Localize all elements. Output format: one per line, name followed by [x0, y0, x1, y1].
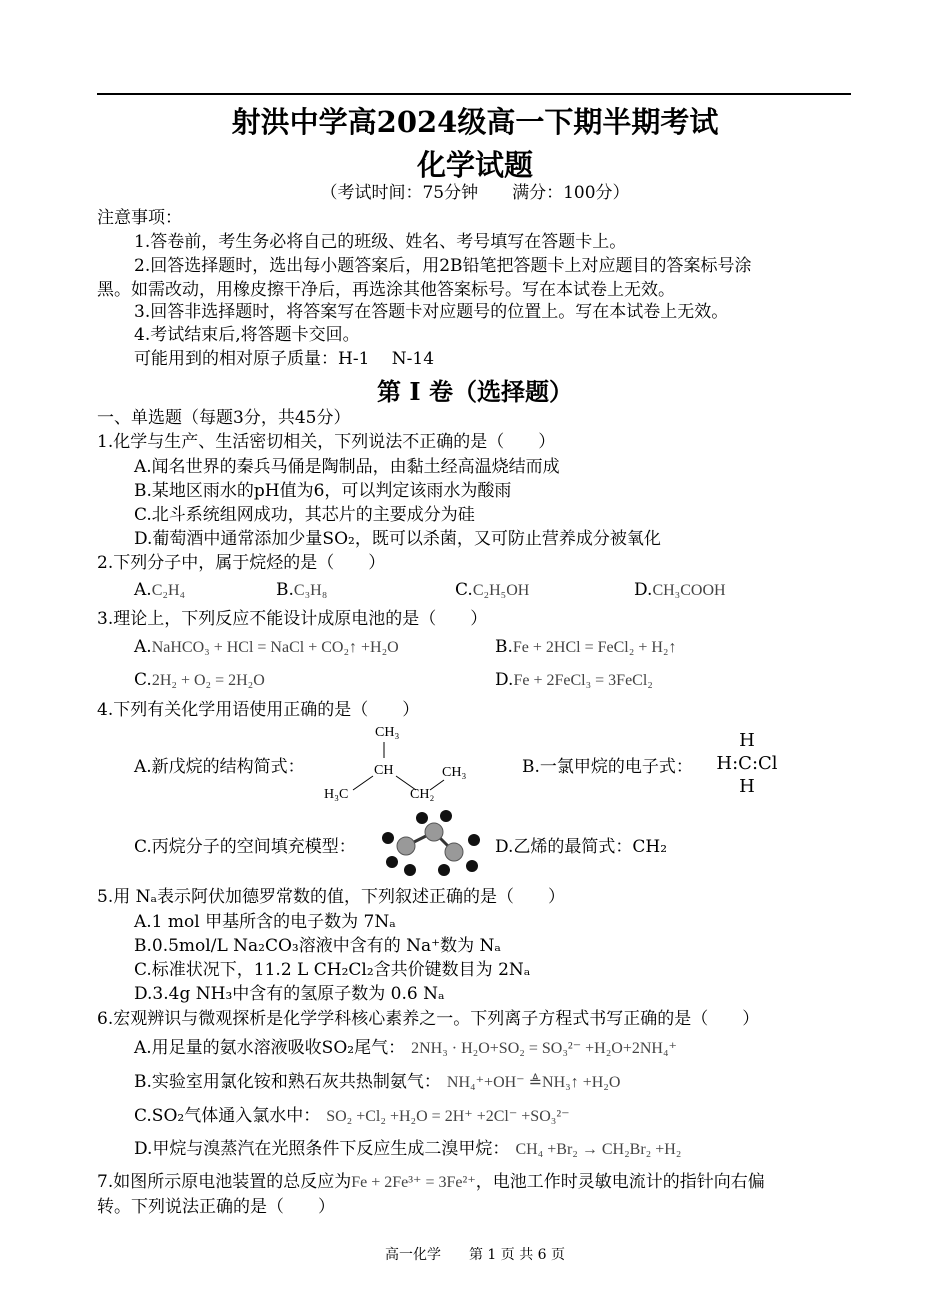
question-5-option-b: B.0.5mol/L Na₂CO₃溶液中含有的 Na⁺数为 Nₐ — [134, 936, 501, 956]
note-item: 3.回答非选择题时，将答案写在答题卡对应题号的位置上。写在本试卷上无效。 — [134, 302, 729, 322]
lewis-line: H — [739, 776, 755, 797]
exam-info: （考试时间：75分钟 满分：100分） — [320, 183, 630, 203]
question-6-option-b: B.实验室用氯化铵和熟石灰共热制氨气： NH₄⁺+OH⁻ ≜NH₃↑ +H₂O — [134, 1072, 621, 1092]
struct-label: H₃C — [324, 787, 349, 802]
question-4-option-a: A.新戊烷的结构简式： — [134, 757, 305, 777]
carbon-atom — [397, 837, 415, 855]
question-4-option-c: C.丙烷分子的空间填充模型： — [134, 837, 356, 857]
question-1-option-d: D.葡萄酒中通常添加少量SO₂，既可以杀菌，又可防止营养成分被氧化 — [134, 529, 661, 549]
struct-label: CH₃ — [375, 725, 400, 740]
hydrogen-atom — [404, 864, 416, 876]
hydrogen-atom — [440, 810, 452, 822]
section-title: 第 I 卷（选择题） — [377, 377, 573, 406]
question-3-stem: 3.理论上，下列反应不能设计成原电池的是（ ） — [97, 609, 488, 629]
question-2-option-c: C.C₂H₅OH — [455, 580, 530, 600]
struct-label: CH₂ — [410, 787, 435, 802]
lewis-line: H — [739, 730, 755, 751]
note-item: 2.回答选择题时，选出每小题答案后，用2B铅笔把答题卡上对应题目的答案标号涂 — [134, 256, 752, 276]
question-1-option-c: C.北斗系统组网成功，其芯片的主要成分为硅 — [134, 505, 475, 525]
carbon-atom — [425, 823, 443, 841]
part-heading: 一、单选题（每题3分，共45分） — [97, 408, 351, 428]
question-1-stem: 1.化学与生产、生活密切相关，下列说法不正确的是（ ） — [97, 432, 556, 452]
atomic-mass-note: 可能用到的相对原子质量：H-1 N-14 — [134, 349, 435, 369]
page-footer: 高一化学 第 1 页 共 6 页 — [384, 1247, 566, 1263]
question-7-stem-continued: 转。下列说法正确的是（ ） — [97, 1197, 335, 1217]
question-7-stem: 7.如图所示原电池装置的总反应为Fe + 2Fe³⁺ = 3Fe²⁺，电池工作时灵敏电流计的指针向右偏 — [97, 1172, 765, 1192]
question-4-option-d: D.乙烯的最简式：CH₂ — [495, 837, 668, 857]
note-item: 1.答卷前，考生务必将自己的班级、姓名、考号填写在答题卡上。 — [134, 232, 627, 252]
hydrogen-atom — [468, 834, 480, 846]
question-3-option-a: A.NaHCO₃ + HCl = NaCl + CO₂↑ +H₂O — [134, 637, 399, 657]
question-6-option-c: C.SO₂气体通入氯水中： SO₂ +Cl₂ +H₂O = 2H⁺ +2Cl⁻ +SO₃²⁻ — [134, 1106, 570, 1126]
question-3-option-d: D.Fe + 2FeCl₃ = 3FeCl₂ — [495, 670, 653, 690]
note-item: 4.考试结束后,将答题卡交回。 — [134, 325, 360, 345]
question-3-option-b: B.Fe + 2HCl = FeCl₂ + H₂↑ — [495, 637, 677, 657]
question-5-stem: 5.用 Nₐ表示阿伏加德罗常数的值，下列叙述正确的是（ ） — [97, 887, 566, 907]
question-2-stem: 2.下列分子中，属于烷烃的是（ ） — [97, 553, 386, 573]
question-6-option-a: A.用足量的氨水溶液吸收SO₂尾气： 2NH₃ · H₂O+SO₂ = SO₃²⁻ +H₂O+2NH₄⁺ — [134, 1038, 677, 1058]
page-title: 射洪中学高2024级高一下期半期考试 — [231, 105, 719, 139]
struct-label: CH — [374, 763, 394, 778]
question-4-option-b: B.一氯甲烷的电子式： — [522, 757, 693, 777]
question-2-option-d: D.CH₃COOH — [634, 580, 726, 600]
question-5-option-c: C.标准状况下，11.2 L CH₂Cl₂含共价键数目为 2Nₐ — [134, 960, 531, 980]
lewis-line: H:C:Cl — [716, 753, 778, 774]
hydrogen-atom — [438, 864, 450, 876]
question-1-option-a: A.闻名世界的秦兵马俑是陶制品，由黏土经高温烧结而成 — [134, 457, 560, 477]
hydrogen-atom — [466, 860, 478, 872]
question-2-option-a: A.C₂H₄ — [134, 580, 186, 600]
note-item: 黑。如需改动，用橡皮擦干净后，再选涂其他答案标号。写在本试卷上无效。 — [97, 280, 675, 300]
propane-space-filling-model — [374, 810, 494, 880]
page-subtitle: 化学试题 — [416, 148, 533, 182]
question-3-option-c: C.2H₂ + O₂ = 2H₂O — [134, 670, 265, 690]
question-2-option-b: B.C₃H₈ — [276, 580, 328, 600]
question-1-option-b: B.某地区雨水的pH值为6，可以判定该雨水为酸雨 — [134, 481, 512, 501]
carbon-atom — [445, 843, 463, 861]
question-6-stem: 6.宏观辨识与微观探析是化学学科核心素养之一。下列离子方程式书写正确的是（ ） — [97, 1009, 760, 1029]
question-6-option-d: D.甲烷与溴蒸汽在光照条件下反应生成二溴甲烷： CH₄ +Br₂ → CH₂Br₂ +H₂ — [134, 1139, 682, 1159]
bond — [353, 776, 373, 790]
neopentane-structure — [318, 718, 488, 802]
question-4-stem: 4.下列有关化学用语使用正确的是（ ） — [97, 700, 420, 720]
hydrogen-atom — [382, 832, 394, 844]
hydrogen-atom — [386, 856, 398, 868]
top-rule — [97, 93, 851, 95]
notes-heading: 注意事项： — [97, 208, 182, 228]
struct-label: CH₃ — [442, 765, 467, 780]
chloromethane-lewis — [712, 729, 782, 798]
question-5-option-a: A.1 mol 甲基所含的电子数为 7Nₐ — [134, 912, 396, 932]
hydrogen-atom — [416, 812, 428, 824]
question-5-option-d: D.3.4g NH₃中含有的氢原子数为 0.6 Nₐ — [134, 984, 445, 1004]
